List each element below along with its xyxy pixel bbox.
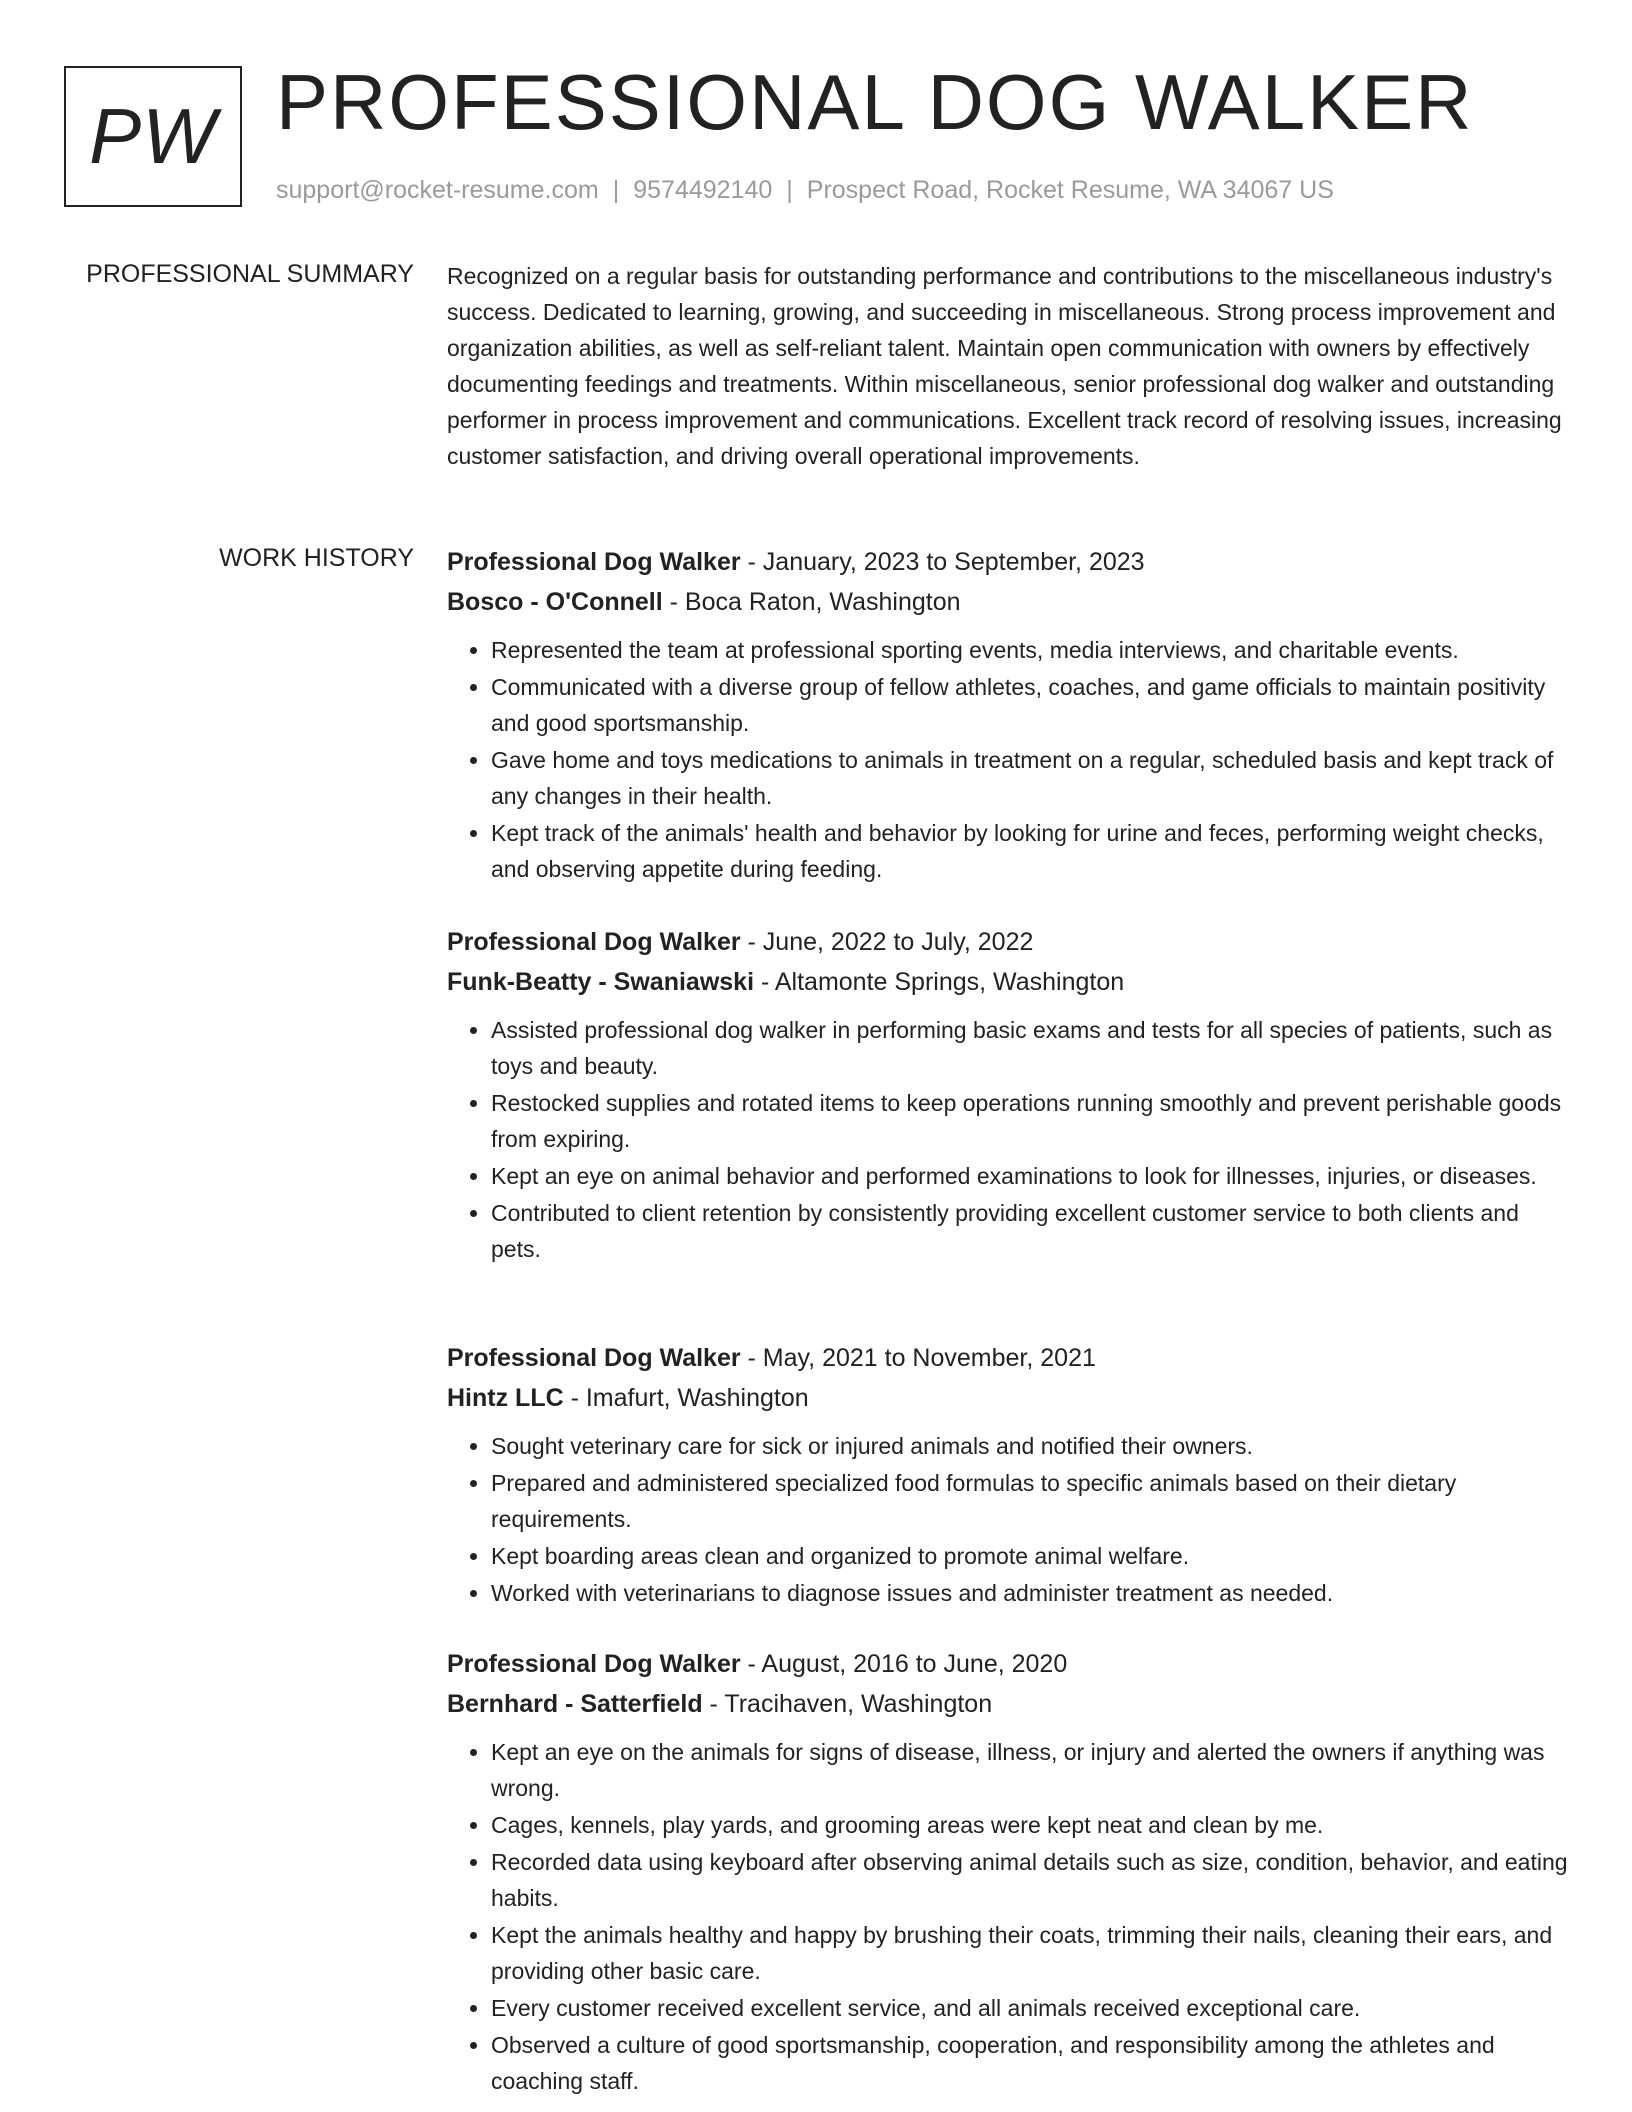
- job-bullet: • Kept boarding areas clean and organized to promote animal welfare.: [491, 1538, 1572, 1574]
- job-bullet: • Represented the team at professional sporting events, media interviews, and charitable events.: [491, 632, 1572, 668]
- job-entry: [447, 542, 1572, 888]
- job-dates: - January, 2023 to September, 2023: [740, 548, 1145, 576]
- job-title: Professional Dog Walker: [447, 928, 741, 956]
- job-bullet: • Recorded data using keyboard after observing animal details such as size, condition, behavior, and eating habits.: [491, 1844, 1572, 1916]
- job-company: Funk-Beatty - Swaniawski: [447, 968, 755, 996]
- job-bullet: • Observed a culture of good sportsmanship, cooperation, and responsibility among the athletes and coaching staff.: [491, 2027, 1572, 2099]
- job-entry: [447, 1644, 1572, 2100]
- job-bullet: • Sought veterinary care for sick or injured animals and notified their owners.: [491, 1428, 1572, 1464]
- job-location: - Boca Raton, Washington: [662, 588, 961, 616]
- monogram-box: [64, 66, 242, 207]
- job-bullet: • Kept an eye on animal behavior and performed examinations to look for illnesses, injuries, or diseases.: [491, 1158, 1572, 1194]
- job-bullet: • Restocked supplies and rotated items to keep operations running smoothly and prevent perishable goods from expiring.: [491, 1085, 1572, 1157]
- job-bullet: • Communicated with a diverse group of fellow athletes, coaches, and game officials to maintain positivity and good sportsmanship.: [491, 669, 1572, 741]
- job-bullet: • Worked with veterinarians to diagnose issues and administer treatment as needed.: [491, 1575, 1572, 1611]
- summary-text: Recognized on a regular basis for outstanding performance and contributions to the miscellaneous industry's success. Dedicated to learning, growing, and succeeding in miscellaneous. Strong process improvement and organization abilities, as well as self-reliant talent. Maintain open communication with owners by effectively documenting feedings and treatments. Within miscellaneous, senior professional dog walker and outstanding performer in process improvement and communications. Excellent track record of resolving issues, increasing customer satisfaction, and driving overall operational improvements.: [447, 263, 1562, 469]
- job-location: - Imafurt, Washington: [563, 1384, 809, 1412]
- job-entry: [447, 1338, 1572, 1612]
- contact-line: [276, 176, 1334, 205]
- job-company-line: [447, 962, 1572, 1002]
- job-company: Bosco - O'Connell: [447, 588, 663, 616]
- job-bullets: [447, 632, 1572, 887]
- job-title-line: [447, 542, 1572, 582]
- monogram-initials: PW: [89, 92, 217, 180]
- job-bullets: [447, 1012, 1572, 1267]
- job-title-line: [447, 1644, 1572, 1684]
- job-title: Professional Dog Walker: [447, 548, 741, 576]
- job-bullet: • Kept track of the animals' health and behavior by looking for urine and feces, performing weight checks, and observing appetite during feeding.: [491, 815, 1572, 887]
- job-location: - Altamonte Springs, Washington: [754, 968, 1125, 996]
- job-company-line: [447, 1684, 1572, 1724]
- job-bullets: [447, 1734, 1572, 2099]
- contact-separator: |: [612, 176, 620, 204]
- job-company-line: [447, 582, 1572, 622]
- job-bullet: • Prepared and administered specialized food formulas to specific animals based on their dietary requirements.: [491, 1465, 1572, 1537]
- contact-email: support@rocket-resume.com: [276, 176, 599, 204]
- summary-label: PROFESSIONAL SUMMARY: [86, 260, 414, 288]
- contact-phone: 9574492140: [633, 176, 773, 204]
- contact-address: Prospect Road, Rocket Resume, WA 34067 US: [806, 176, 1334, 204]
- job-bullet: • Assisted professional dog walker in performing basic exams and tests for all species of patients, such as toys and beauty.: [491, 1012, 1572, 1084]
- work-history-label: WORK HISTORY: [219, 544, 414, 572]
- job-bullet: • Cages, kennels, play yards, and grooming areas were kept neat and clean by me.: [491, 1807, 1572, 1843]
- job-bullet: • Gave home and toys medications to animals in treatment on a regular, scheduled basis and kept track of any changes in their health.: [491, 742, 1572, 814]
- job-company: Bernhard - Satterfield: [447, 1690, 703, 1718]
- contact-separator: |: [786, 176, 793, 204]
- job-bullet: • Every customer received excellent service, and all animals received exceptional care.: [491, 1990, 1572, 2026]
- job-bullet: • Kept an eye on the animals for signs of disease, illness, or injury and alerted the owners if anything was wrong.: [491, 1734, 1572, 1806]
- job-entry: [447, 922, 1572, 1268]
- job-title-line: [447, 1338, 1572, 1378]
- job-title: Professional Dog Walker: [447, 1650, 741, 1678]
- job-company: Hintz LLC: [447, 1384, 564, 1412]
- job-title-line: [447, 922, 1572, 962]
- summary-body: [447, 258, 1572, 474]
- job-dates: - May, 2021 to November, 2021: [740, 1344, 1096, 1372]
- job-bullets: [447, 1428, 1572, 1611]
- job-bullet: • Contributed to client retention by consistently providing excellent customer service to both clients and pets.: [491, 1195, 1572, 1267]
- job-dates: - August, 2016 to June, 2020: [740, 1650, 1068, 1678]
- job-dates: - June, 2022 to July, 2022: [740, 928, 1034, 956]
- candidate-name: PROFESSIONAL DOG WALKER: [276, 58, 1474, 146]
- job-location: - Tracihaven, Washington: [702, 1690, 993, 1718]
- job-title: Professional Dog Walker: [447, 1344, 741, 1372]
- job-company-line: [447, 1378, 1572, 1418]
- job-bullet: • Kept the animals healthy and happy by brushing their coats, trimming their nails, cleaning their ears, and providing other basic care.: [491, 1917, 1572, 1989]
